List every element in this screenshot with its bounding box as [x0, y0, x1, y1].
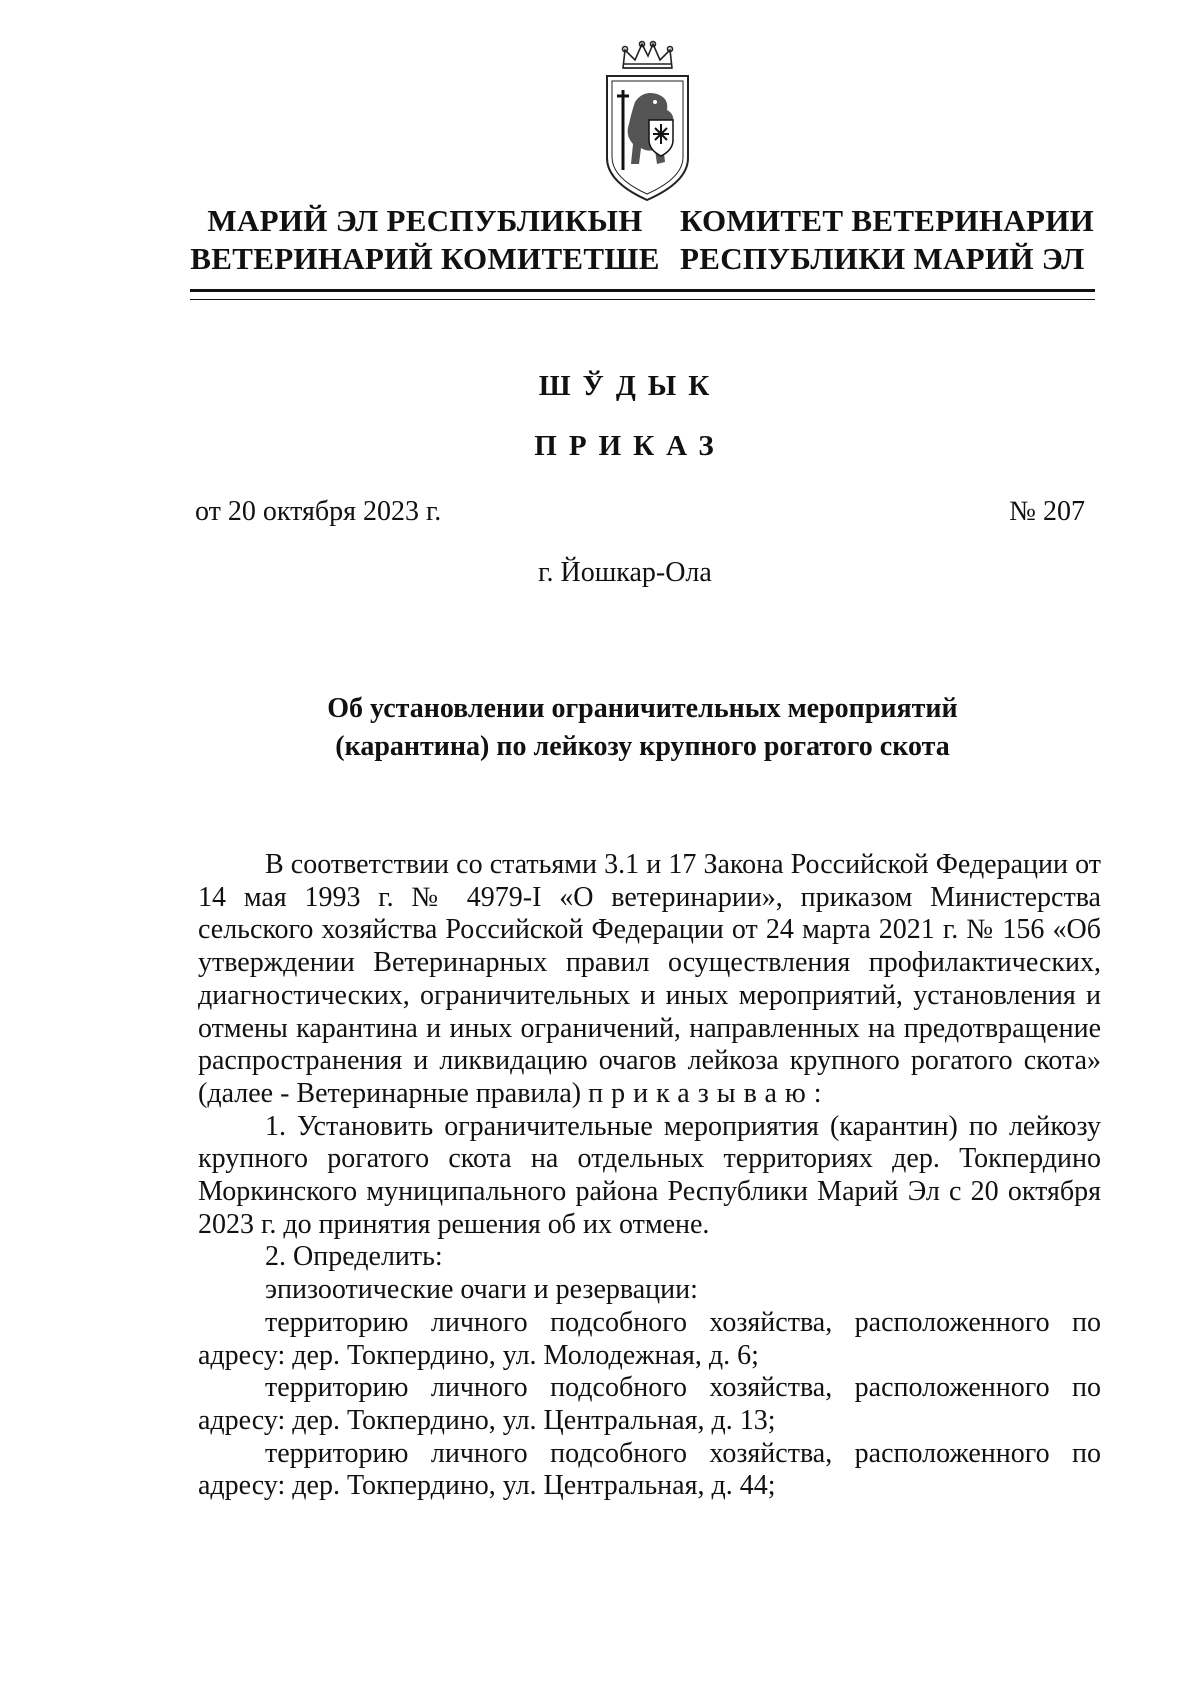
territory-item: территорию личного подсобного хозяйства, расположенного по адресу: дер. Токпердино, ул. Центральная, д. 13; — [198, 1372, 1101, 1436]
document-date: от 20 октября 2023 г. — [195, 496, 442, 527]
preamble-paragraph — [198, 849, 1101, 1111]
org-name-russian-line1: КОМИТЕТ ВЕТЕРИНАРИИ — [680, 203, 1095, 238]
preamble-text: В соответствии со статьями 3.1 и 17 Закона Российской Федерации от 14 мая 1993 г. № 4979-I «О ветеринарии», приказом Министерства сельского хозяйства Российской Федерации от 24 марта 2021 г. № 156 «Об утверждении Ветеринарных правил осуществления профилактических, диагностических, ограничительных и иных мероприятий, установления и отмены карантина и иных ограничений, направленных на предотвращение распространения и ликвидацию очагов лейкоза крупного рогатого скота» (далее - Ветеринарные правила) — [198, 849, 1101, 1109]
territory-item: территорию личного подсобного хозяйства, расположенного по адресу: дер. Токпердино, ул. Центральная, д. 44; — [198, 1437, 1101, 1502]
territory-item: территорию личного подсобного хозяйства, расположенного по адресу: дер. Токпердино, ул. Молодежная, д. 6; — [198, 1306, 1101, 1371]
subject-line1: Об установлении ограничительных мероприятий — [327, 693, 958, 724]
org-name-mari-line1: МАРИЙ ЭЛ РЕСПУБЛИКЫН — [207, 203, 643, 238]
item-2-paragraph: 2. Определить: — [265, 1241, 443, 1273]
document-subject — [190, 690, 1095, 766]
item-2-subheading: эпизоотические очаги и резервации: — [265, 1274, 698, 1306]
order-word: приказываю: — [588, 1077, 830, 1109]
org-name-russian — [680, 202, 1095, 278]
document-body — [198, 849, 1101, 1503]
org-name-russian-line2: РЕСПУБЛИКИ МАРИЙ ЭЛ — [680, 241, 1085, 276]
header-rule-thick — [190, 289, 1095, 292]
document-city: г. Йошкар-Ола — [538, 557, 712, 588]
org-name-mari-line2: ВЕТЕРИНАРИЙ КОМИТЕТШЕ — [190, 241, 660, 276]
coat-of-arms-icon — [595, 40, 700, 205]
subject-line2: (карантина) по лейкозу крупного рогатого скота — [335, 731, 950, 762]
document-type-mari: ШЎДЫК — [538, 370, 722, 402]
item-1-paragraph: 1. Установить ограничительные мероприятия (карантин) по лейкозу крупного рогатого скота на отдельных территориях дер. Токпердино Моркинского муниципального района Республики Марий Эл с 20 октября 2023 г. до принятия решения об их отмене. — [198, 1110, 1101, 1240]
document-type-russian: ПРИКАЗ — [534, 430, 726, 462]
document-number: № 207 — [1009, 496, 1085, 527]
header-rule-thin — [190, 299, 1095, 300]
org-name-mari — [190, 202, 660, 278]
